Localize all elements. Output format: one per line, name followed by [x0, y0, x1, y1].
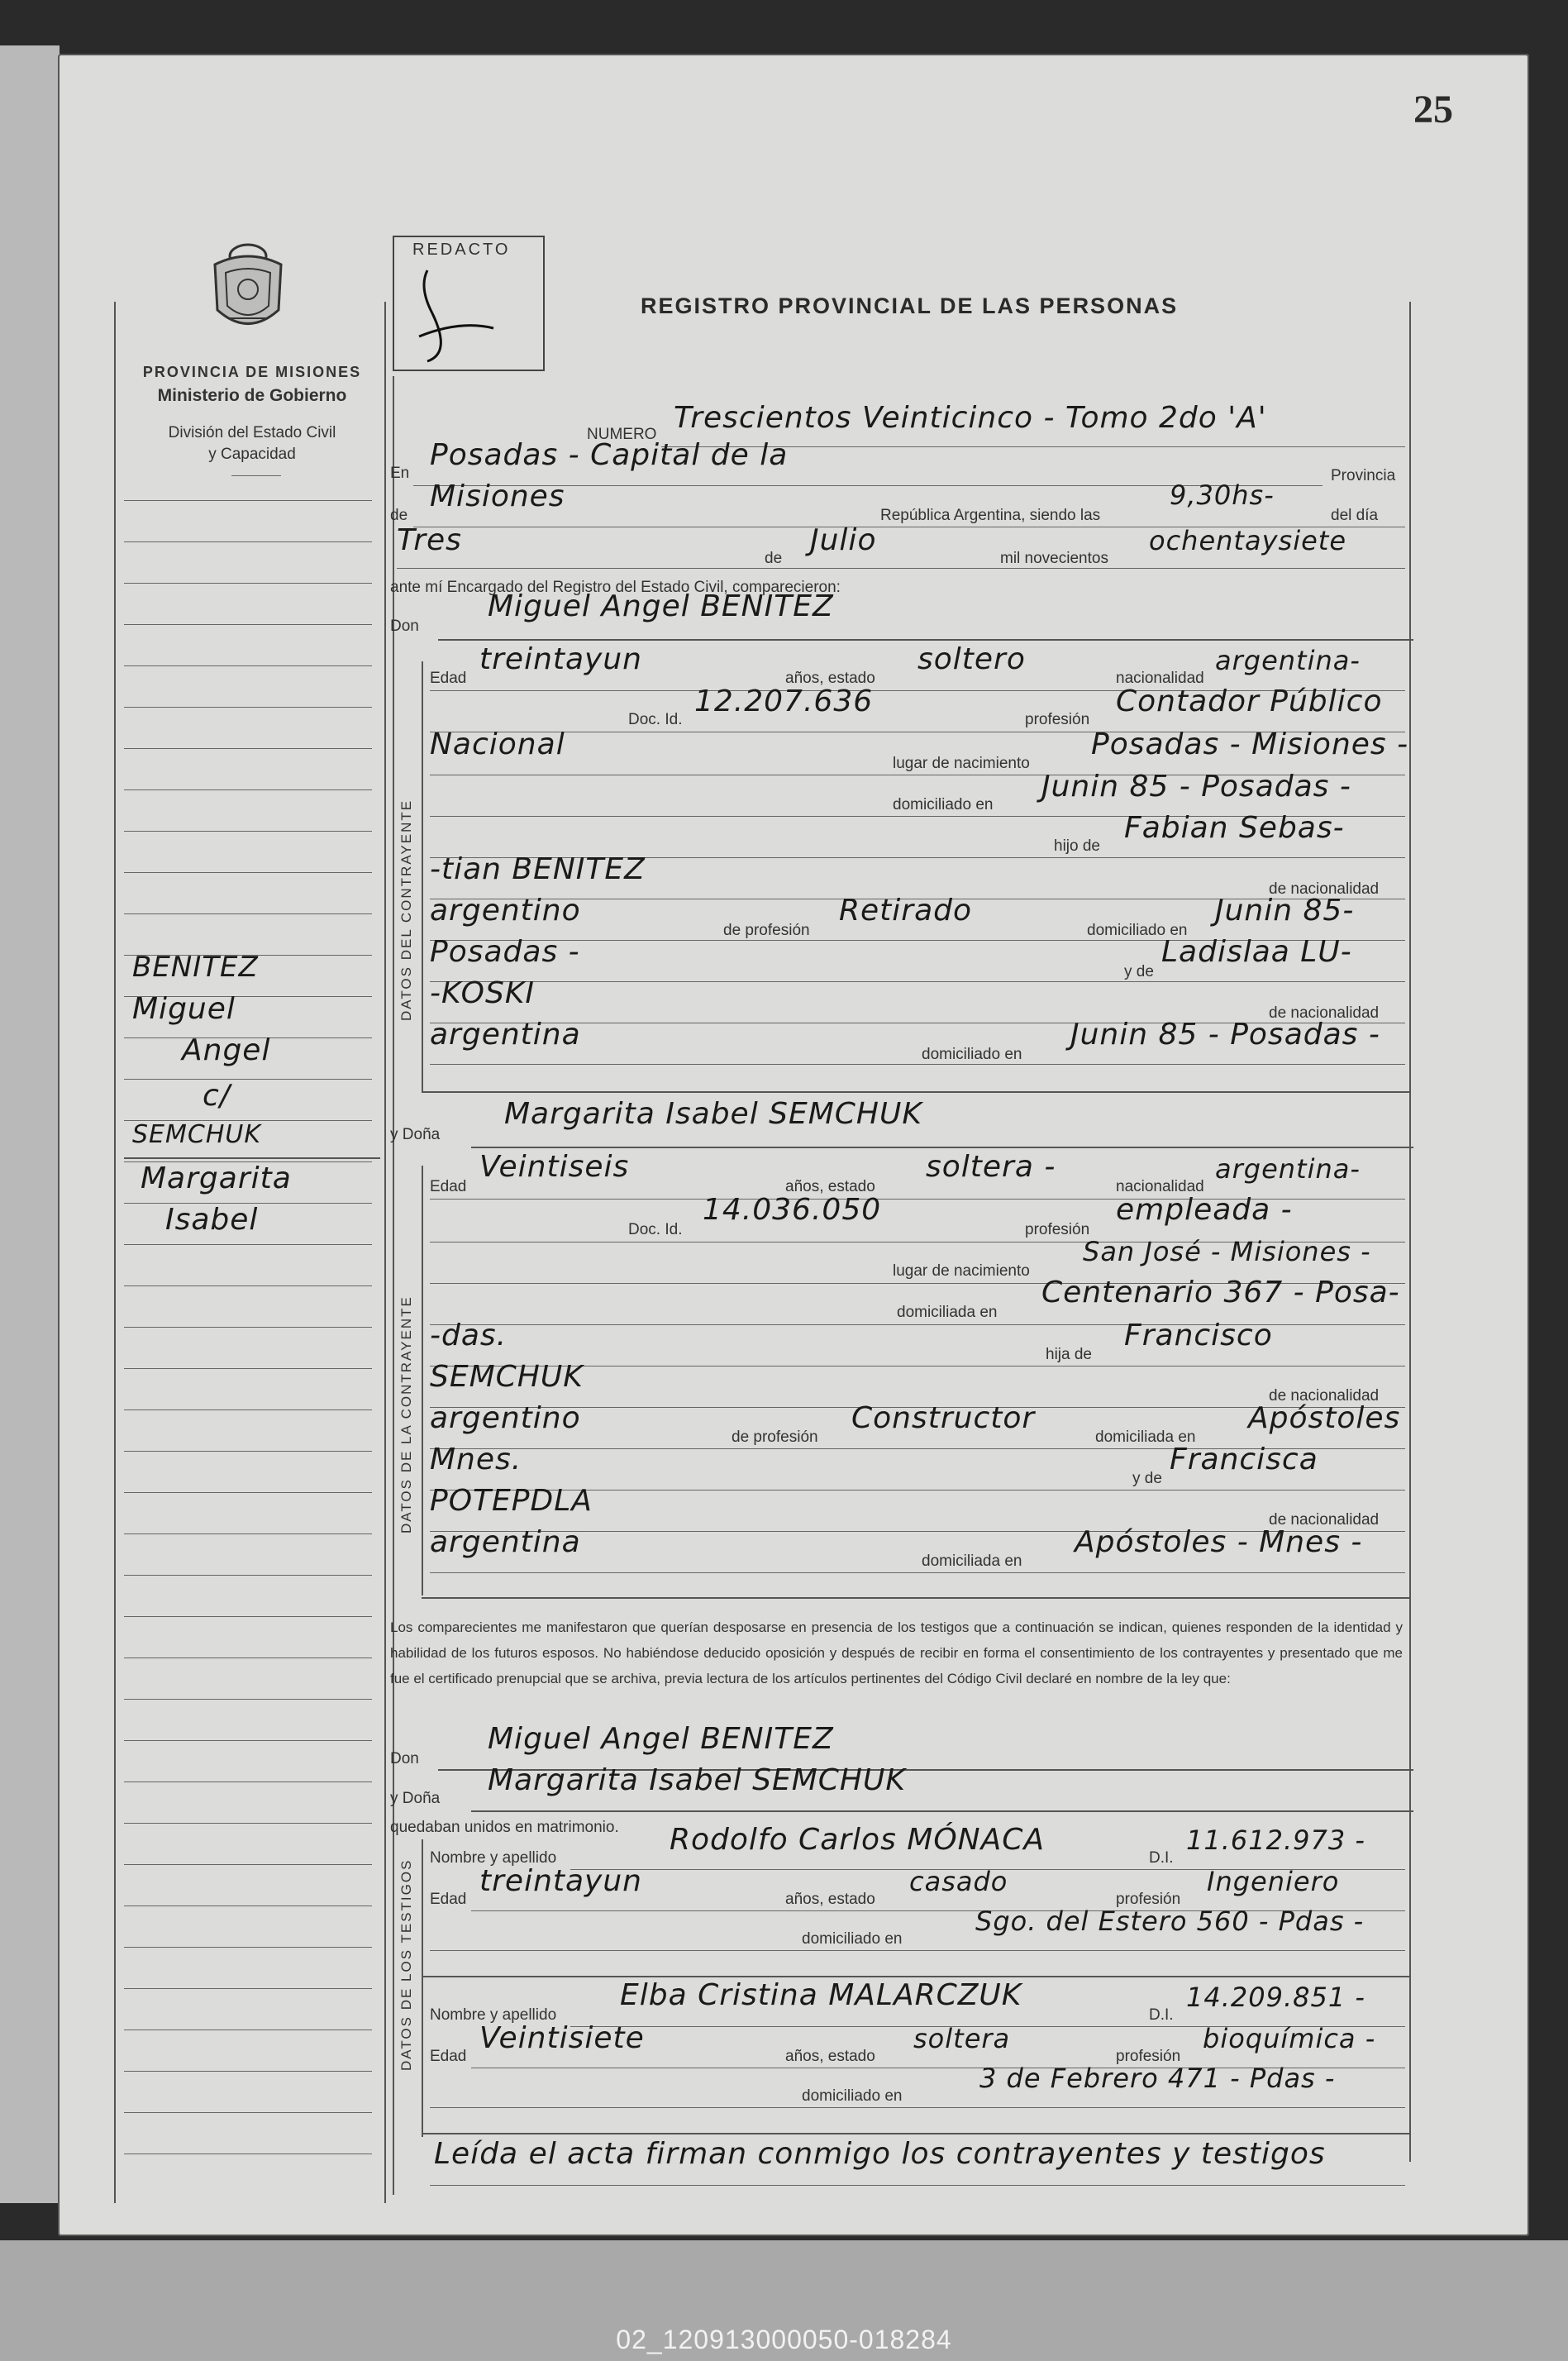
line: [422, 2133, 1409, 2134]
margin-name-1: Miguel: [132, 992, 236, 1026]
value-dia: Tres: [397, 523, 462, 557]
witness2-estado: soltera: [913, 2023, 1011, 2054]
form-right-rule: [1409, 302, 1411, 2162]
division-line-1: División del Estado Civil: [168, 424, 336, 441]
label-ante-mi: ante mí Encargado del Registro del Estado Civil, comparecieron:: [390, 579, 841, 596]
bride-nacionalidad: argentina-: [1215, 1153, 1361, 1185]
margin-ruled-line: [124, 872, 372, 873]
margin-ruled-line: [124, 1864, 372, 1865]
margin-ruled-line: [124, 1368, 372, 1369]
value-mes: Julio: [810, 523, 877, 557]
witness1-edad: treintayun: [479, 1864, 642, 1898]
groom-padre-dom: Junin 85-: [1215, 894, 1355, 928]
bride-padre-cont: SEMCHUK: [430, 1360, 584, 1394]
label-profesion-2: profesión: [1025, 1221, 1090, 1238]
margin-ruled-line: [124, 1451, 372, 1452]
label-anios-estado: años, estado: [785, 670, 875, 687]
witness2-di: 14.209.851 -: [1186, 1982, 1365, 2013]
line: [438, 639, 1413, 641]
label-hija-de: hija de: [1046, 1346, 1092, 1363]
label-di-2: D.I.: [1149, 2006, 1174, 2024]
label-domiciliada-2: domiciliada en: [1095, 1429, 1196, 1446]
margin-ruled-line: [124, 1409, 372, 1410]
label-nacionalidad-2: nacionalidad: [1116, 1178, 1204, 1195]
line: [430, 1572, 1405, 1573]
groom-madre-dom: Junin 85 - Posadas -: [1070, 1018, 1380, 1052]
bride-madre-cont: POTEPDLA: [430, 1484, 593, 1518]
label-edad-4: Edad: [430, 2048, 467, 2065]
margin-ruled-line: [124, 1699, 372, 1700]
label-edad-3: Edad: [430, 1891, 467, 1908]
groom-lugar: Posadas - Misiones -: [1091, 727, 1409, 761]
bride-block-rule: [422, 1166, 423, 1595]
label-nacionalidad: nacionalidad: [1116, 670, 1204, 687]
groom-profesion: Contador Público: [1116, 684, 1383, 718]
margin-ruled-line: [124, 1492, 372, 1493]
bride-dom-cont: -das.: [430, 1319, 508, 1352]
label-republica: República Argentina, siendo las: [880, 507, 1101, 524]
groom-domicilio: Junin 85 - Posadas -: [1041, 770, 1351, 804]
groom-block-rule: [422, 661, 423, 1091]
bride-padre-nac: argentino: [430, 1401, 581, 1435]
label-de-mes: de: [765, 550, 783, 567]
margin-ruled-line: [124, 541, 372, 542]
witness1-profesion: Ingeniero: [1207, 1866, 1340, 1897]
value-anio: ochentaysiete: [1149, 525, 1346, 556]
label-de-nacionalidad: de nacionalidad: [1269, 880, 1380, 898]
bride-padre-dom-2: Mnes.: [430, 1443, 522, 1476]
label-mil: mil novecientos: [1000, 550, 1108, 567]
witness2-nombre: Elba Cristina MALARCZUK: [620, 1978, 1022, 2012]
line: [430, 2185, 1405, 2186]
groom-doc: 12.207.636: [694, 684, 874, 718]
bride-lugar: San José - Misiones -: [1083, 1236, 1371, 1267]
margin-ruled-line: [124, 1079, 372, 1080]
margin-surname-groom: BENITEZ: [132, 951, 259, 984]
label-profesion-4: profesión: [1116, 2048, 1181, 2065]
margin-rule: [114, 302, 116, 2203]
label-del-dia: del día: [1331, 507, 1379, 524]
label-profesion: profesión: [1025, 711, 1090, 728]
side-label-witnesses: DATOS DE LOS TESTIGOS: [398, 1858, 414, 2071]
bride-padre-prof: Constructor: [851, 1401, 1036, 1435]
label-numero: NUMERO: [587, 426, 657, 443]
groom-padre-nac: argentino: [430, 894, 581, 928]
label-de: de: [390, 507, 408, 524]
label-edad-2: Edad: [430, 1178, 467, 1195]
value-numero: Trescientos Veinticinco - Tomo 2do 'A': [674, 401, 1267, 435]
decl-don: Miguel Angel BENITEZ: [488, 1722, 834, 1756]
margin-lines: [124, 500, 372, 2187]
margin-ruled-line: [124, 1285, 372, 1286]
side-label-groom: DATOS DEL CONTRAYENTE: [398, 799, 414, 1021]
line: [397, 568, 1405, 569]
margin-ruled-line: [124, 1533, 372, 1534]
label-estado-2: años, estado: [785, 2048, 875, 2065]
label-edad: Edad: [430, 670, 467, 687]
margin-ruled-line: [124, 665, 372, 666]
groom-padre-dom-2: Posadas -: [430, 935, 580, 969]
bride-madre-nac: argentina: [430, 1525, 581, 1559]
margin-ruled-line: [124, 789, 372, 790]
margin-ruled-line: [124, 831, 372, 832]
margin-ruled-line: [124, 748, 372, 749]
bride-doc: 14.036.050: [703, 1193, 882, 1227]
margin-ruled-line: [124, 1947, 372, 1948]
groom-padre: Fabian Sebas-: [1124, 811, 1345, 845]
province-name: PROVINCIA DE MISIONES: [142, 364, 362, 380]
label-y-de-2: y de: [1132, 1470, 1162, 1487]
label-estado: años, estado: [785, 1891, 875, 1908]
bride-edad: Veintiseis: [479, 1150, 630, 1184]
line: [422, 1976, 1409, 1977]
value-hora: 9,30hs-: [1170, 479, 1275, 511]
label-domiciliada: domiciliada en: [897, 1304, 998, 1321]
line: [471, 1810, 1413, 1812]
margin-ruled-line: [124, 1988, 372, 1989]
margin-ruled-line: [124, 1781, 372, 1782]
groom-madre-cont: -KOSKI: [430, 976, 536, 1010]
value-de: Misiones: [430, 479, 565, 513]
label-y-de: y de: [1124, 963, 1154, 980]
label-en: En: [390, 465, 410, 482]
margin-ruled-line: [124, 1244, 372, 1245]
margin-name-3: Margarita: [141, 1161, 292, 1195]
margin-ruled-line: [124, 707, 372, 708]
label-de-nacionalidad-4: de nacionalidad: [1269, 1511, 1380, 1529]
margin-ruled-line: [124, 1327, 372, 1328]
line: [471, 1147, 1413, 1148]
label-provincia: Provincia: [1331, 467, 1396, 484]
label-domiciliado-2: domiciliado en: [1087, 922, 1188, 939]
witness2-profesion: bioquímica -: [1203, 2023, 1376, 2054]
witness-block-rule: [422, 1839, 423, 2137]
line: [422, 1597, 1409, 1599]
label-anios-estado-2: años, estado: [785, 1178, 875, 1195]
label-domicilio: domiciliado en: [802, 1930, 903, 1948]
bride-madre-dom: Apóstoles - Mnes -: [1075, 1525, 1363, 1559]
label-domiciliada-3: domiciliada en: [922, 1553, 1022, 1570]
groom-estado: soltero: [917, 642, 1026, 676]
page-title: REGISTRO PROVINCIAL DE LAS PERSONAS: [641, 293, 1179, 318]
label-domicilio-2: domiciliado en: [802, 2087, 903, 2105]
closing-statement: Leída el acta firman conmigo los contrayentes y testigos: [434, 2137, 1326, 2171]
label-y-dona: y Doña: [390, 1126, 441, 1143]
witness1-estado: casado: [909, 1866, 1008, 1897]
line: [430, 981, 1405, 982]
margin-ruled-line: [124, 583, 372, 584]
margin-conj: c/: [203, 1079, 231, 1113]
bride-domicilio: Centenario 367 - Posa-: [1041, 1276, 1400, 1309]
label-nombre-apellido: Nombre y apellido: [430, 1849, 557, 1867]
margin-ruled-line: [124, 1823, 372, 1824]
margin-surname-bride: SEMCHUK: [132, 1120, 262, 1149]
declaration-paragraph: Los comparecientes me manifestaron que querían desposarse en presencia de los testigos que a continuación se indican, quienes responden de la identidad y habilidad de los futuros esposos. No habiéndose deducido oposición y después de recibir en forma el consentimiento de los contrayentes y presentado que me fue el certificado prenupcial que se archiva, previa lectura de los artículos pertinentes del Código Civil declaré en nombre de la ley que:: [390, 1619, 1403, 1686]
label-doc: Doc. Id.: [628, 711, 683, 728]
coat-of-arms-icon: [203, 240, 293, 339]
page-number: 25: [1413, 88, 1453, 131]
redacto-stamp: [393, 236, 545, 371]
value-en: Posadas - Capital de la: [430, 438, 789, 472]
margin-ruled-line: [124, 500, 372, 501]
stamp-label: REDACTO: [412, 241, 511, 259]
register-page: [58, 54, 1529, 2236]
margin-name-4: Isabel: [165, 1203, 259, 1237]
margin-ruled-line: [124, 1616, 372, 1617]
margin-ruled-line: [124, 2112, 372, 2113]
label-hijo-de: hijo de: [1054, 837, 1100, 855]
label-don: Don: [390, 618, 419, 635]
groom-nacionalidad: argentina-: [1215, 645, 1361, 676]
label-domiciliado-3: domiciliado en: [922, 1046, 1022, 1063]
label-de-profesion-2: de profesión: [732, 1429, 818, 1446]
book-binding: [0, 45, 60, 2203]
groom-padre-cont: -tian BENITEZ: [430, 852, 646, 886]
ministry-name: Ministerio de Gobierno: [157, 386, 347, 405]
witness2-domicilio: 3 de Febrero 471 - Pdas -: [979, 2063, 1336, 2094]
witness1-di: 11.612.973 -: [1186, 1824, 1365, 1856]
label-domiciliado: domiciliado en: [893, 796, 994, 813]
margin-ruled-line: [124, 913, 372, 914]
bride-padre-dom: Apóstoles: [1248, 1401, 1401, 1435]
divider: [231, 475, 281, 476]
margin-ruled-line: [124, 1575, 372, 1576]
bride-profesion: empleada -: [1116, 1193, 1293, 1227]
witness1-nombre: Rodolfo Carlos MÓNACA: [670, 1823, 1046, 1857]
groom-madre-nac: argentina: [430, 1018, 581, 1052]
label-lugar-nacimiento-2: lugar de nacimiento: [893, 1262, 1030, 1280]
label-di: D.I.: [1149, 1849, 1174, 1867]
margin-rule: [384, 302, 386, 2203]
label-de-nacionalidad-3: de nacionalidad: [1269, 1387, 1380, 1405]
margin-ruled-line: [124, 1657, 372, 1658]
margin-ruled-line: [124, 1740, 372, 1741]
label-doc-2: Doc. Id.: [628, 1221, 683, 1238]
label-don-2: Don: [390, 1750, 419, 1767]
groom-madre: Ladislaa LU-: [1161, 935, 1352, 969]
margin-ruled-line: [124, 2071, 372, 2072]
line: [430, 2107, 1405, 2108]
label-y-dona-2: y Doña: [390, 1790, 441, 1807]
margin-ruled-line: [124, 624, 372, 625]
line: [430, 1064, 1405, 1065]
line: [430, 1950, 1405, 1951]
groom-profesion-2: Nacional: [430, 727, 565, 761]
groom-edad: treintayun: [479, 642, 642, 676]
bride-padre: Francisco: [1124, 1319, 1273, 1352]
value-dona: Margarita Isabel SEMCHUK: [504, 1097, 922, 1131]
label-lugar-nacimiento: lugar de nacimiento: [893, 755, 1030, 772]
label-quedaban: quedaban unidos en matrimonio.: [390, 1819, 619, 1836]
margin-divider: [124, 1157, 380, 1159]
line: [422, 1091, 1409, 1093]
label-nombre-apellido-2: Nombre y apellido: [430, 2006, 557, 2024]
groom-padre-prof: Retirado: [839, 894, 973, 928]
file-caption: 02_120913000050-018284: [616, 2325, 952, 2354]
division-line-2: y Capacidad: [208, 446, 296, 463]
margin-ruled-line: [124, 1905, 372, 1906]
label-de-profesion: de profesión: [723, 922, 810, 939]
label-profesion-3: profesión: [1116, 1891, 1181, 1908]
witness1-domicilio: Sgo. del Estero 560 - Pdas -: [975, 1905, 1365, 1937]
decl-dona: Margarita Isabel SEMCHUK: [488, 1763, 906, 1797]
side-label-bride: DATOS DE LA CONTRAYENTE: [398, 1295, 414, 1533]
label-de-nacionalidad-2: de nacionalidad: [1269, 1004, 1380, 1022]
bride-madre: Francisca: [1170, 1443, 1318, 1476]
value-don: Miguel Angel BENITEZ: [488, 589, 834, 623]
form-left-rule: [393, 376, 394, 2195]
witness2-edad: Veintisiete: [479, 2021, 645, 2055]
margin-name-2: Angel: [182, 1033, 271, 1067]
bride-estado: soltera -: [926, 1150, 1056, 1184]
